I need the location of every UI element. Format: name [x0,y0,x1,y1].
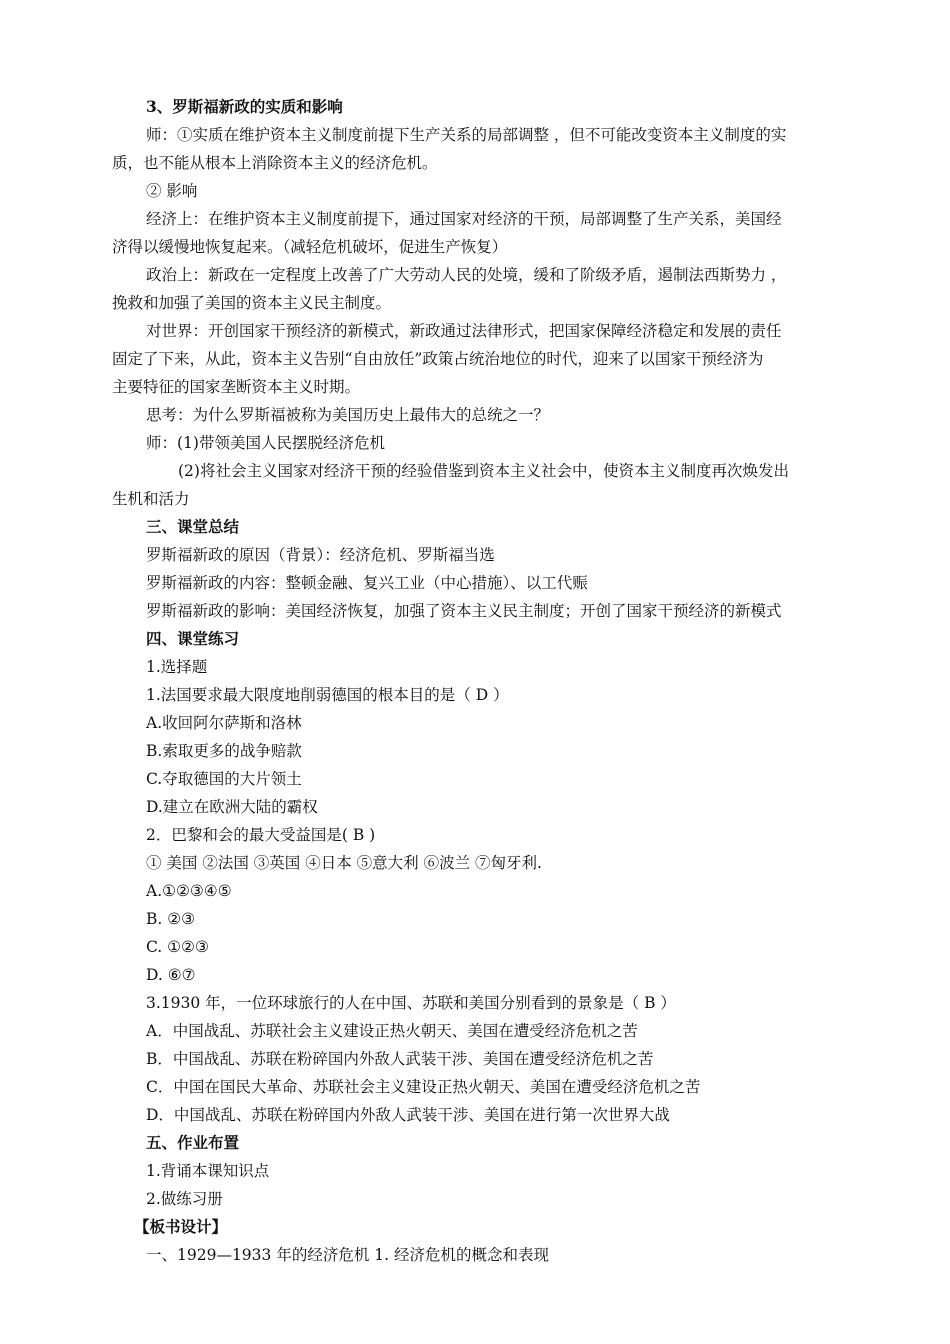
summary-impact: 罗斯福新政的影响：美国经济恢复，加强了资本主义民主制度；开创了国家干预经济的新模式 [146,602,782,620]
question-2-option-d: D. ⑥⑦ [146,966,196,984]
board-design-line1: 一、1929—1933 年的经济危机 1. 经济危机的概念和表现 [146,1246,549,1264]
summary-cause: 罗斯福新政的原因（背景）：经济危机、罗斯福当选 [146,546,495,564]
section-heading-board-design: 【板书设计】 [134,1217,228,1236]
homework-2: 2.做练习册 [146,1190,223,1208]
question-2-items: ① 美国 ②法国 ③英国 ④日本 ⑤意大利 ⑥波兰 ⑦匈牙利. [146,854,542,872]
answer-1: 师：(1)带领美国人民摆脱经济危机 [146,434,385,452]
paragraph-world-line3: 主要特征的国家垄断资本主义时期。 [112,378,361,396]
section-heading-summary: 三、课堂总结 [146,517,240,536]
question-1: 1.法国要求最大限度地削弱德国的根本目的是（ D ） [146,686,509,704]
paragraph-influence-label: ② 影响 [146,182,198,200]
paragraph-politics-line2: 挽救和加强了美国的资本主义民主制度。 [112,294,392,312]
section-heading-homework: 五、作业布置 [146,1133,240,1152]
question-1-option-b: B.索取更多的战争赔款 [146,742,302,760]
question-3-option-d: D．中国战乱、苏联在粉碎国内外敌人武装干涉、美国在进行第一次世界大战 [146,1106,670,1124]
answer-2-line1: (2)将社会主义国家对经济干预的经验借鉴到资本主义社会中，使资本主义制度再次焕发出 [178,462,789,480]
question-2-option-c: C. ①②③ [146,938,209,956]
question-3: 3.1930 年，一位环球旅行的人在中国、苏联和美国分别看到的景象是（ B ） [146,994,676,1012]
question-1-option-a: A.收回阿尔萨斯和洛林 [146,714,302,732]
section-heading-exercises: 四、课堂练习 [146,629,240,648]
question-3-option-b: B．中国战乱、苏联在粉碎国内外敌人武装干涉、美国在遭受经济危机之苦 [146,1050,654,1068]
paragraph-essence-line2: 质，也不能从根本上消除资本主义的经济危机。 [112,154,438,172]
question-type: 1.选择题 [146,658,208,676]
paragraph-world-line1: 对世界：开创国家干预经济的新模式，新政通过法律形式，把国家保障经济稳定和发展的责任 [146,322,782,340]
answer-2-line2: 生机和活力 [112,490,190,508]
paragraph-economy-line1: 经济上：在维护资本主义制度前提下，通过国家对经济的干预，局部调整了生产关系，美国经 [146,210,782,228]
paragraph-economy-line2: 济得以缓慢地恢复起来。（减轻危机破坏，促进生产恢复） [112,238,508,256]
summary-content: 罗斯福新政的内容：整顿金融、复兴工业（中心措施）、以工代赈 [146,574,588,592]
thinking-question: 思考：为什么罗斯福被称为美国历史上最伟大的总统之一？ [146,406,550,424]
question-2-option-a: A.①②③④⑤ [146,882,232,900]
question-2: 2．巴黎和会的最大受益国是( B ) [146,826,376,844]
section-heading-new-deal-essence: 3、罗斯福新政的实质和影响 [146,97,343,116]
question-3-option-a: A．中国战乱、苏联社会主义建设正热火朝天、美国在遭受经济危机之苦 [146,1022,638,1040]
question-1-option-c: C.夺取德国的大片领土 [146,770,302,788]
paragraph-world-line2: 固定了下来，从此，资本主义告别“自由放任”政策占统治地位的时代，迎来了以国家干预经济为 [112,350,764,368]
paragraph-politics-line1: 政治上：新政在一定程度上改善了广大劳动人民的处境，缓和了阶级矛盾，遏制法西斯势力 ， [146,266,787,284]
homework-1: 1.背诵本课知识点 [146,1162,270,1180]
question-3-option-c: C．中国在国民大革命、苏联社会主义建设正热火朝天、美国在遭受经济危机之苦 [146,1078,701,1096]
question-2-option-b: B. ②③ [146,910,196,928]
paragraph-essence-line1: 师：①实质在维护资本主义制度前提下生产关系的局部调整 ，但不可能改变资本主义制度的实 [146,126,787,144]
question-1-option-d: D.建立在欧洲大陆的霸权 [146,798,318,816]
